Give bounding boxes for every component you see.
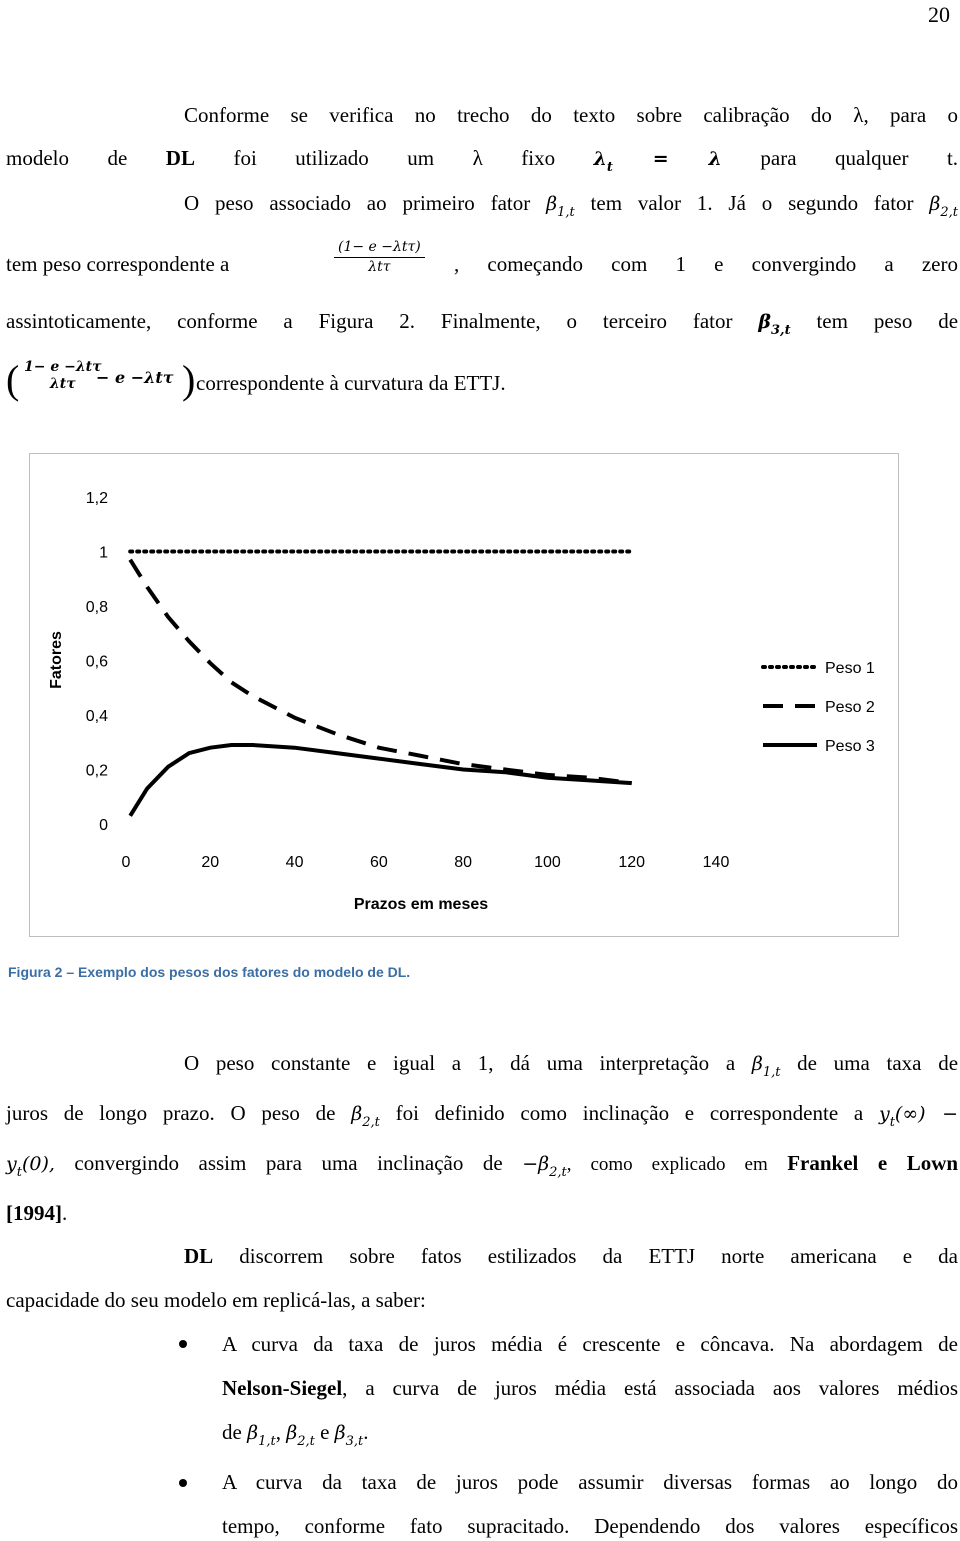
weights-line-1: O peso associado ao primeiro fator $\beta_{1,t}$ tem valor 1. Já o segundo fator $\beta_{2,t}$ xyxy=(184,191,959,220)
bullet-1-line-3: de $\beta_{1,t}$, $\beta_{2,t}$ e $\beta_{3,t}$. xyxy=(222,1420,369,1449)
y-tick-label: 0,4 xyxy=(85,708,108,725)
reference-frankel-lown: Frankel e Lown xyxy=(787,1151,959,1175)
series-line-3 xyxy=(130,745,632,816)
para3-line-2: capacidade do seu modelo em replicá-las, a saber: xyxy=(6,1288,426,1312)
legend-label-3: Peso 3 xyxy=(825,738,875,755)
y-tick-label: 0,8 xyxy=(85,599,108,616)
x-tick-label: 80 xyxy=(454,854,473,871)
intro-line-2: modelo de DL foi utilizado um λ fixo $\lambda_t = \lambda$ para qualquer t. xyxy=(6,146,959,175)
para2-line-3: $y_t(0)$, convergindo assim para uma inclinação de $-\beta_{2,t}$, como explicado em Frankel e Lown xyxy=(6,1151,959,1180)
bullet-2-line-2: tempo, conforme fato supracitado. Dependendo dos valores específicos xyxy=(222,1514,958,1538)
x-tick-label: 40 xyxy=(285,854,304,871)
beta2-symbol: $\beta_{2,t}$ xyxy=(929,193,959,220)
lambda-t-symbol: $\lambda_t = \lambda$ xyxy=(593,148,722,175)
para3-line-1: DL discorrem sobre fatos estilizados da ETTJ norte americana e da xyxy=(184,1244,958,1268)
y-tick-label: 0 xyxy=(99,817,108,834)
para2-line-1: O peso constante e igual a 1, dá uma interpretação a $\beta_{1,t}$ de uma taxa de xyxy=(184,1051,959,1080)
beta3-symbol: $\beta_{3,t}$ xyxy=(758,311,791,338)
weights-line-3: assintoticamente, conforme a Figura 2. Finalmente, o terceiro fator $\beta_{3,t}$ tem peso de xyxy=(6,309,959,338)
y-axis-label: Fatores xyxy=(48,631,65,689)
weight2-fraction: (1− e −λtτ) λtτ xyxy=(334,240,425,276)
weight3-fraction: 1− e −λtτ λtτ xyxy=(24,359,102,393)
x-tick-label: 120 xyxy=(618,854,646,871)
x-tick-label: 0 xyxy=(121,854,131,871)
page-number: 20 xyxy=(928,2,950,27)
x-tick-label: 140 xyxy=(702,854,730,871)
chart-svg xyxy=(30,454,898,936)
bullet-2-dot xyxy=(179,1479,187,1487)
figure-caption: Figura 2 – Exemplo dos pesos dos fatores do modelo de DL. xyxy=(8,964,411,980)
y-tick-label: 1,2 xyxy=(85,490,108,507)
x-axis-label: Prazos em meses xyxy=(353,896,489,913)
x-tick-label: 60 xyxy=(369,854,388,871)
bullet-1-line-1: A curva da taxa de juros média é crescente e côncava. Na abordagem de xyxy=(222,1332,958,1356)
y-tick-label: 0,2 xyxy=(85,762,108,780)
intro-line-1: Conforme se verifica no trecho do texto sobre calibração do λ, para o xyxy=(184,103,958,127)
x-tick-label: 20 xyxy=(201,854,220,871)
x-tick-label: 100 xyxy=(534,854,561,871)
para2-line-4: [1994]. xyxy=(6,1201,68,1225)
bullet-1-line-2: Nelson-Siegel, a curva de juros média está associada aos valores médios xyxy=(222,1376,958,1400)
y-tick-label: 1 xyxy=(99,544,108,562)
y-tick-label: 0,6 xyxy=(85,653,108,671)
beta1-symbol: $\beta_{1,t}$ xyxy=(546,193,575,220)
para2-line-2: juros de longo prazo. O peso de $\beta_{2,t}$ foi definido como inclinação e correspondente a $y_t(\infty)$ − xyxy=(6,1101,959,1130)
legend-label-1: Peso 1 xyxy=(825,660,875,677)
bullet-2-line-1: A curva da taxa de juros pode assumir diversas formas ao longo do xyxy=(222,1470,958,1494)
legend-label-2: Peso 2 xyxy=(825,699,875,716)
figure-2-chart xyxy=(29,453,899,937)
bullet-1-dot xyxy=(179,1340,187,1348)
